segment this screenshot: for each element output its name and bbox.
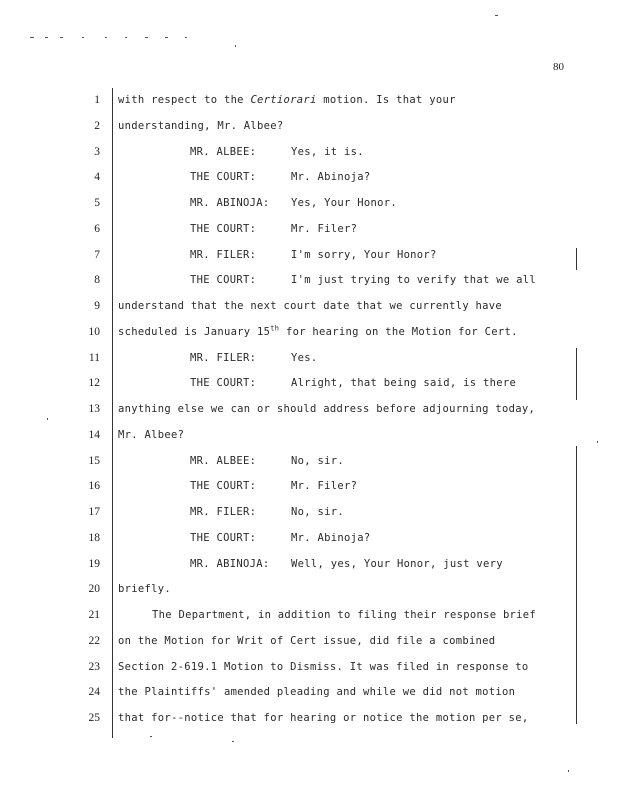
page-number: 80 — [553, 61, 564, 73]
line-number: 5 — [94, 197, 100, 209]
speaker-label: MR. FILER: — [190, 506, 257, 518]
line-number: 17 — [88, 506, 100, 518]
transcript-line — [0, 169, 623, 189]
line-text — [118, 429, 184, 441]
line-number: 22 — [88, 634, 100, 647]
transcript-line — [0, 453, 623, 473]
line-number: 13 — [88, 403, 100, 415]
scan-speck — [125, 37, 127, 38]
line-text — [118, 583, 171, 595]
line-text — [118, 120, 284, 132]
speaker-label: MR. ABINOJA: — [190, 197, 270, 209]
scan-speck — [165, 37, 168, 38]
speech-text: Yes, Your Honor. — [291, 197, 397, 209]
speech-text: Alright, that being said, is there — [291, 377, 517, 390]
line-number: 23 — [88, 660, 100, 673]
speaker-label: THE COURT: — [190, 171, 257, 184]
line-number: 11 — [88, 351, 100, 364]
transcript-line — [0, 298, 623, 318]
speech-text: Mr. Abinoja? — [291, 531, 371, 544]
scan-speck — [235, 45, 236, 47]
line-text — [152, 609, 536, 621]
speech-text: Yes. — [291, 351, 318, 364]
line-text — [118, 326, 518, 338]
transcript-line — [0, 710, 623, 730]
text-segment: that for--notice that for hearing or notice the motion per se, — [118, 712, 529, 724]
transcript-line — [0, 401, 623, 421]
line-number: 25 — [88, 712, 100, 724]
scan-speck — [185, 37, 187, 38]
text-segment: anything else we can or should address before adjourning today, — [118, 403, 536, 415]
text-segment: with respect to the — [118, 94, 251, 106]
line-text — [118, 300, 502, 312]
line-number: 7 — [94, 248, 100, 261]
transcript-line — [0, 272, 623, 292]
transcript-line — [0, 375, 623, 395]
speaker-label: THE COURT: — [190, 480, 257, 493]
line-number: 10 — [88, 325, 100, 338]
transcript-line — [0, 607, 623, 627]
scan-speck — [82, 37, 84, 38]
scan-speck — [232, 741, 234, 742]
text-segment: Mr. Albee? — [118, 428, 185, 441]
speech-text: I'm just trying to verify that we all — [291, 274, 536, 287]
transcript-line — [0, 581, 623, 601]
speech-text: No, sir. — [291, 454, 344, 467]
transcript-line — [0, 427, 623, 447]
speech-text: Mr. Filer? — [291, 222, 358, 235]
text-segment: for hearing on the Motion for Cert. — [279, 325, 518, 338]
line-number: 3 — [94, 145, 100, 158]
line-number: 20 — [88, 583, 100, 596]
line-number: 19 — [88, 557, 100, 570]
scan-speck — [45, 37, 48, 38]
speech-text: No, sir. — [291, 506, 344, 518]
line-number: 16 — [88, 480, 100, 493]
line-text — [118, 403, 535, 415]
line-text — [118, 712, 529, 724]
text-segment: understanding, Mr. Albee? — [118, 119, 284, 132]
speech-text: Well, yes, Your Honor, just very — [291, 557, 503, 570]
text-segment: understand that the next court date that we currently have — [118, 300, 503, 312]
speaker-label: MR. ABINOJA: — [190, 557, 270, 570]
transcript-line — [0, 684, 623, 704]
transcript-line — [0, 92, 623, 112]
text-segment: motion. Is that your — [316, 94, 456, 106]
transcript-line — [0, 144, 623, 164]
line-number: 18 — [88, 531, 100, 544]
transcript-line — [0, 221, 623, 241]
transcript-line — [0, 556, 623, 576]
transcript-line — [0, 478, 623, 498]
scan-speck — [150, 736, 152, 737]
line-number: 6 — [94, 222, 100, 235]
ordinal-suffix: th — [270, 324, 280, 333]
line-number: 9 — [94, 300, 100, 312]
scan-speck — [105, 37, 107, 38]
transcript-line — [0, 118, 623, 138]
line-text — [118, 635, 495, 647]
scan-speck — [145, 37, 148, 38]
line-text — [118, 686, 515, 698]
text-segment: Section 2-619.1 Motion to Dismiss. It was filed in response to — [118, 660, 529, 673]
line-text — [118, 94, 456, 106]
speech-text: Mr. Abinoja? — [291, 171, 371, 184]
line-number: 8 — [94, 274, 100, 287]
speaker-label: MR. ALBEE: — [190, 454, 257, 467]
scan-speck — [30, 37, 34, 38]
text-segment: scheduled is January 15 — [118, 325, 271, 338]
scan-speck — [495, 15, 498, 16]
line-number: 24 — [88, 686, 100, 699]
text-segment: on the Motion for Writ of Cert issue, did file a combined — [118, 634, 496, 647]
text-segment: briefly. — [118, 583, 171, 596]
transcript-line — [0, 659, 623, 679]
scan-speck — [60, 37, 63, 38]
text-segment: the Plaintiffs' amended pleading and while we did not motion — [118, 686, 516, 699]
line-number: 2 — [94, 119, 100, 132]
text-segment: The Department, in addition to filing their response brief — [152, 609, 537, 621]
transcript-line — [0, 324, 623, 344]
scan-speck — [568, 770, 569, 772]
transcript-line — [0, 530, 623, 550]
speech-text: Yes, it is. — [291, 145, 364, 158]
line-number: 14 — [88, 428, 100, 441]
line-number: 15 — [88, 454, 100, 467]
transcript-line — [0, 350, 623, 370]
transcript-line — [0, 195, 623, 215]
speaker-label: THE COURT: — [190, 531, 257, 544]
line-number: 12 — [88, 377, 100, 390]
transcript-line — [0, 633, 623, 653]
transcript-line — [0, 247, 623, 267]
speaker-label: THE COURT: — [190, 222, 257, 235]
speaker-label: MR. FILER: — [190, 248, 257, 261]
line-number: 4 — [94, 171, 100, 184]
line-number: 1 — [94, 94, 100, 106]
line-text — [118, 661, 529, 673]
speech-text: Mr. Filer? — [291, 480, 358, 493]
speaker-label: MR. ALBEE: — [190, 145, 257, 158]
line-number: 21 — [88, 609, 100, 621]
speech-text: I'm sorry, Your Honor? — [291, 248, 437, 261]
transcript-line — [0, 504, 623, 524]
speaker-label: THE COURT: — [190, 274, 257, 287]
speaker-label: THE COURT: — [190, 377, 257, 390]
italic-term: Certiorari — [250, 94, 317, 106]
speaker-label: MR. FILER: — [190, 351, 257, 364]
